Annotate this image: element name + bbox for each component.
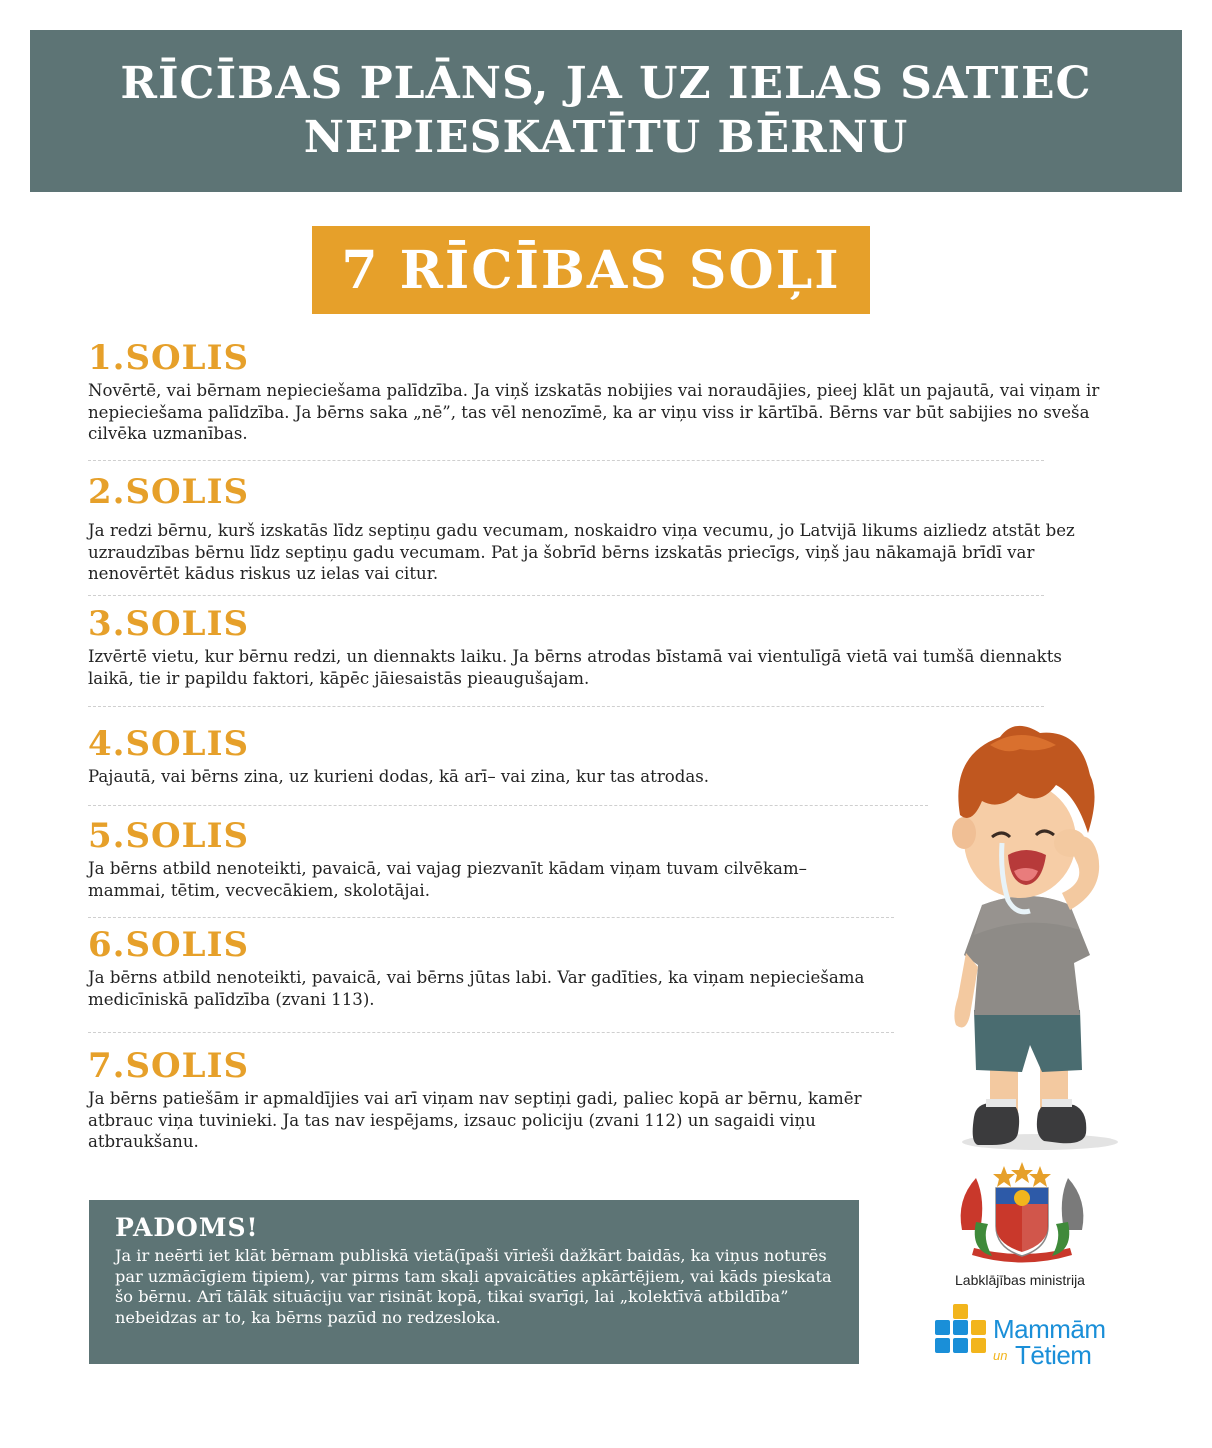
step-6 bbox=[88, 925, 868, 1010]
mammam-un-tetiem-logo bbox=[935, 1310, 1125, 1370]
logo-square bbox=[953, 1304, 968, 1319]
step-1 bbox=[88, 338, 1118, 445]
step-5 bbox=[88, 816, 888, 901]
ministry-name: Labklājības ministrija bbox=[955, 1272, 1085, 1288]
logo-square bbox=[953, 1320, 968, 1335]
step-title: 3.SOLIS bbox=[88, 604, 250, 644]
step-text: Novērtē, vai bērnam nepieciešama palīdzība. Ja viņš izskatās nobijies vai noraudājies, pieej klāt un pajautā, vai viņam ir nepieciešama palīdzība. Ja bērns saka „nē”, tas vēl nenozīmē, ka ar viņu viss ir kārtībā. Bērns var būt sabijies no sveša cilvēka uzmanības. bbox=[88, 381, 1100, 443]
logo-square bbox=[935, 1320, 950, 1335]
logo-text-un: un bbox=[993, 1348, 1008, 1363]
step-text: Izvērtē vietu, kur bērnu redzi, un diennakts laiku. Ja bērns atrodas bīstamā vai vientulīgā vietā vai tumšā diennakts laikā, tie ir papildu faktori, kāpēc jāiesaistās pieaugušajam. bbox=[88, 647, 1062, 688]
header-title-line-1: RĪCĪBAS PLĀNS, JA UZ IELAS SATIEC bbox=[120, 58, 1092, 109]
step-text: Ja redzi bērnu, kurš izskatās līdz septiņu gadu vecumam, noskaidro viņa vecumu, jo Latvijā likums aizliedz atstāt bez uzraudzības bērnu līdz septiņu gadu vecumam. Pat ja šobrīd bērns izskatās priecīgs, viņš jau nākamajā brīdī var nenovērtēt kādus riskus uz ielas vai citur. bbox=[88, 521, 1075, 583]
step-title: 4.SOLIS bbox=[88, 724, 250, 764]
step-2 bbox=[88, 472, 1098, 585]
step-3 bbox=[88, 604, 1078, 689]
tip-title: PADOMS! bbox=[115, 1213, 259, 1242]
step-title: 1.SOLIS bbox=[88, 338, 250, 378]
step-text: Pajautā, vai bērns zina, uz kurieni dodas, kā arī– vai zina, kur tas atrodas. bbox=[88, 767, 710, 786]
divider bbox=[88, 805, 928, 806]
logo-text-mammam: Mammām bbox=[993, 1314, 1106, 1344]
step-text: Ja bērns atbild nenoteikti, pavaicā, vai bērns jūtas labi. Var gadīties, ka viņam nepieciešama medicīniskā palīdzība (zvani 113). bbox=[88, 968, 865, 1009]
divider bbox=[88, 917, 894, 918]
divider bbox=[88, 1032, 894, 1033]
step-4 bbox=[88, 724, 888, 788]
logo-square bbox=[935, 1338, 950, 1353]
page-header bbox=[30, 30, 1182, 192]
tip-box bbox=[89, 1200, 859, 1364]
logo-square bbox=[953, 1338, 968, 1353]
divider bbox=[88, 706, 1044, 707]
divider bbox=[88, 595, 1044, 596]
crying-boy-illustration bbox=[930, 715, 1120, 1155]
step-title: 5.SOLIS bbox=[88, 816, 250, 856]
tip-text: Ja ir neērti iet klāt bērnam publiskā vietā(īpaši vīrieši dažkārt baidās, ka viņus noturēs par uzmācīgiem tipiem), var pirms tam skaļi apvaicāties apkārtējiem, vai kāds pieskata šo bērnu. Arī tālāk situāciju var risināt kopā, tikai svarīgi, lai „kolektīvā atbildība” nebeidzas ar to, ka bērns pazūd no redzesloka. bbox=[115, 1246, 832, 1327]
divider bbox=[88, 460, 1044, 461]
step-title: 6.SOLIS bbox=[88, 925, 250, 965]
step-text: Ja bērns atbild nenoteikti, pavaicā, vai vajag piezvanīt kādam viņam tuvam cilvēkam– mammai, tētim, vecvecākiem, skolotājai. bbox=[88, 859, 807, 900]
logo-square bbox=[971, 1320, 986, 1335]
step-7 bbox=[88, 1046, 878, 1153]
step-text: Ja bērns patiešām ir apmaldījies vai arī viņam nav septiņi gadi, paliec kopā ar bērnu, kamēr atbrauc viņa tuvinieki. Ja tas nav iespējams, izsauc policiju (zvani 112) un sagaidi viņu atbraukšanu. bbox=[88, 1089, 862, 1151]
steps-banner bbox=[312, 226, 870, 314]
step-title: 2.SOLIS bbox=[88, 472, 250, 512]
logo-square bbox=[971, 1338, 986, 1353]
step-title: 7.SOLIS bbox=[88, 1046, 250, 1086]
coat-of-arms-icon bbox=[952, 1160, 1092, 1265]
logo-text-tetiem: Tētiem bbox=[1015, 1340, 1092, 1370]
header-title-line-2: NEPIESKATĪTU BĒRNU bbox=[303, 112, 909, 163]
steps-banner-label: 7 RĪCĪBAS SOĻI bbox=[341, 239, 841, 301]
